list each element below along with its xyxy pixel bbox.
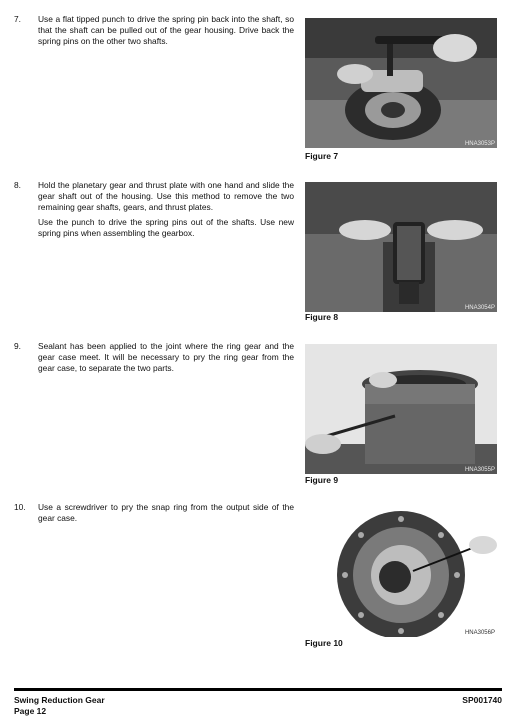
step-text: Hold the planetary gear and thrust plate with one hand and slide the gear shaft out of the housing. Use this method to remove the two remaining gear shafts, gears, and thrust plates. <box>38 180 294 212</box>
figure-caption: Figure 8 <box>305 312 339 322</box>
step-number: 8. <box>14 180 21 190</box>
step-text: Sealant has been applied to the joint where the ring gear and the gear case meet. It will be necessary to pry the ring gear from the gear case, to separate the two parts. <box>38 341 294 373</box>
figure-caption: Figure 10 <box>305 638 343 648</box>
footer-doc-id: SP001740 <box>462 695 502 705</box>
step-number: 7. <box>14 14 21 24</box>
step-text: Use a screwdriver to pry the snap ring from the output side of the gear case. <box>38 502 294 523</box>
figure-code: HNA3054P <box>464 305 495 311</box>
figure-10-photo <box>305 505 497 637</box>
step-text: Use the punch to drive the spring pins out of the shafts. Use new spring pins when assembling the gearbox. <box>38 217 294 238</box>
figure-7-photo <box>305 18 497 148</box>
footer-page: Page 12 <box>14 706 47 716</box>
figure-code: HNA3055P <box>464 467 495 473</box>
step-9 <box>14 341 294 378</box>
footer-left <box>14 695 105 717</box>
figure-8-photo <box>305 182 497 312</box>
step-number: 9. <box>14 341 21 351</box>
step-7 <box>14 14 294 51</box>
figure-caption: Figure 9 <box>305 475 339 485</box>
footer-divider <box>14 688 502 691</box>
figure-code: HNA3053P <box>464 141 495 147</box>
figure-code: HNA3056P <box>464 630 495 636</box>
step-8 <box>14 180 294 243</box>
figure-9-photo <box>305 344 497 474</box>
footer-title: Swing Reduction Gear <box>14 695 105 705</box>
step-10 <box>14 502 294 528</box>
step-number: 10. <box>14 502 26 512</box>
step-text: Use a flat tipped punch to drive the spring pin back into the shaft, so that the shaft can be pulled out of the gear housing. Drive back the spring pins on the other two shafts. <box>38 14 294 46</box>
figure-caption: Figure 7 <box>305 151 339 161</box>
